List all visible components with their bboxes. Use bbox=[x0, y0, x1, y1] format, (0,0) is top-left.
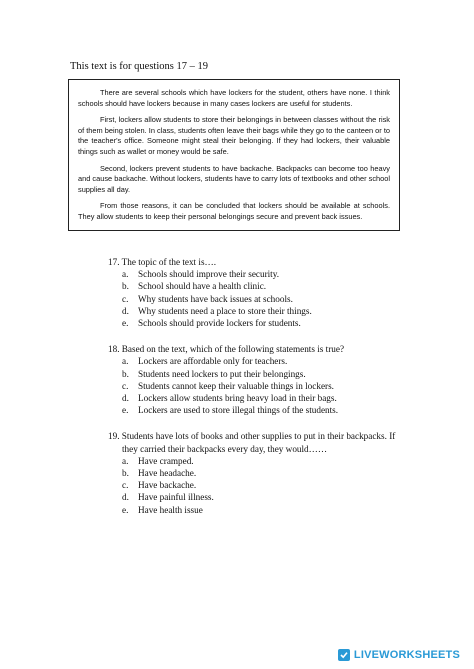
passage-paragraph-4: From those reasons, it can be concluded that lockers should be available at schools. They allow students to keep their personal belongings secure and prevent back issues. bbox=[78, 201, 390, 221]
option-text: Have headache. bbox=[138, 468, 197, 479]
question-17 bbox=[108, 256, 408, 329]
option-text: School should have a health clinic. bbox=[138, 281, 267, 292]
option-text: Have health issue bbox=[138, 504, 203, 515]
option-e[interactable] bbox=[122, 404, 408, 416]
liveworksheets-logo-icon bbox=[338, 649, 350, 661]
option-letter: c. bbox=[122, 480, 129, 491]
option-e[interactable] bbox=[122, 317, 408, 329]
answer-options bbox=[108, 355, 408, 416]
option-text: Why students need a place to store their things. bbox=[138, 305, 312, 316]
question-text: 17. The topic of the text is…. bbox=[108, 257, 217, 267]
reading-passage-box bbox=[68, 79, 400, 231]
passage-paragraph-3: Second, lockers prevent students to have backache. Backpacks can become too heavy and cause backache. Without lockers, students have to carry lots of textbooks and other school supplies all day. bbox=[78, 163, 390, 194]
liveworksheets-footer[interactable] bbox=[338, 649, 460, 661]
question-19 bbox=[108, 430, 408, 515]
passage-paragraph-2: First, lockers allow students to store their belongings in between classes without the risk of them being stolen. In class, students often leave their bags while they go to the canteen or to the teacher's office. Someone might steal their belonging. If they had lockers, their valuable things such as wallet or money would be safe. bbox=[78, 115, 390, 156]
option-text: Students need lockers to put their belongings. bbox=[138, 368, 306, 379]
option-letter: d. bbox=[122, 492, 129, 503]
option-letter: b. bbox=[122, 368, 129, 379]
option-d[interactable] bbox=[122, 392, 408, 404]
option-d[interactable] bbox=[122, 305, 408, 317]
answer-options bbox=[108, 268, 408, 329]
question-18 bbox=[108, 343, 408, 416]
option-e[interactable] bbox=[122, 504, 408, 516]
option-c[interactable] bbox=[122, 293, 408, 305]
option-letter: b. bbox=[122, 468, 129, 479]
option-letter: c. bbox=[122, 380, 129, 391]
option-text: Students cannot keep their valuable things in lockers. bbox=[138, 380, 334, 391]
option-letter: b. bbox=[122, 281, 129, 292]
passage-paragraph-1: There are several schools which have lockers for the student, others have none. I think schools should have lockers because in many cases lockers are useful for students. bbox=[78, 88, 390, 108]
option-b[interactable] bbox=[122, 368, 408, 380]
option-text: Lockers are affordable only for teachers. bbox=[138, 356, 288, 367]
answer-options bbox=[108, 455, 408, 516]
option-letter: a. bbox=[122, 269, 129, 280]
option-letter: e. bbox=[122, 405, 129, 416]
option-letter: c. bbox=[122, 293, 129, 304]
option-text: Have backache. bbox=[138, 480, 197, 491]
option-letter: d. bbox=[122, 305, 129, 316]
option-text: Have painful illness. bbox=[138, 492, 214, 503]
option-letter: e. bbox=[122, 504, 129, 515]
option-c[interactable] bbox=[122, 479, 408, 491]
questions-section bbox=[108, 256, 408, 530]
option-text: Schools should provide lockers for students. bbox=[138, 318, 301, 329]
option-text: Lockers allow students bring heavy load in their bags. bbox=[138, 393, 337, 404]
option-letter: d. bbox=[122, 393, 129, 404]
option-d[interactable] bbox=[122, 491, 408, 503]
option-c[interactable] bbox=[122, 380, 408, 392]
option-letter: a. bbox=[122, 356, 129, 367]
question-text: 19. Students have lots of books and other supplies to put in their backpacks. If they carried their backpacks every day, they would…… bbox=[108, 431, 396, 454]
option-text: Why students have back issues at schools. bbox=[138, 293, 293, 304]
option-letter: a. bbox=[122, 455, 129, 466]
intro-text: This text is for questions 17 – 19 bbox=[70, 61, 208, 72]
brand-name: LIVEWORKSHEETS bbox=[353, 649, 460, 661]
option-a[interactable] bbox=[122, 355, 408, 367]
question-text: 18. Based on the text, which of the following statements is true? bbox=[108, 344, 345, 355]
option-text: Have cramped. bbox=[138, 455, 194, 466]
option-b[interactable] bbox=[122, 280, 408, 292]
option-a[interactable] bbox=[122, 268, 408, 280]
option-a[interactable] bbox=[122, 455, 408, 467]
option-text: Lockers are used to store illegal things of the students. bbox=[138, 405, 339, 416]
option-b[interactable] bbox=[122, 467, 408, 479]
option-text: Schools should improve their security. bbox=[138, 269, 280, 280]
option-letter: e. bbox=[122, 318, 129, 329]
